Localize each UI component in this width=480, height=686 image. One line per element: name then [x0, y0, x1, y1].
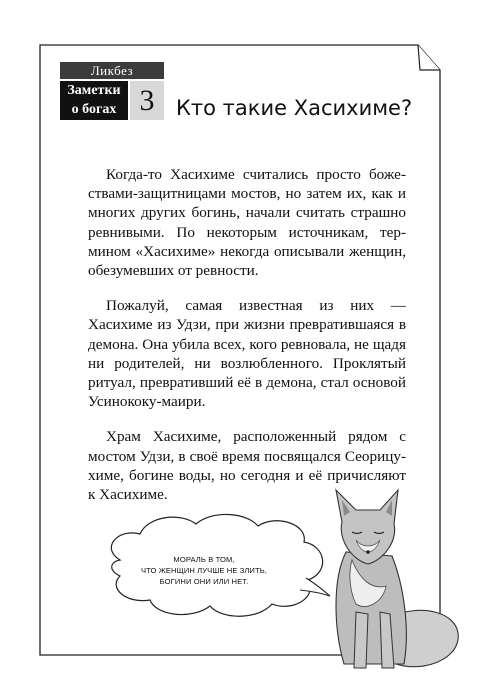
issue-number: 3	[130, 81, 164, 120]
paragraph: Когда-то Хасихиме считались просто божествами-защитницами мостов, но затем их, как и многих других богинь, начали считать страшно ревнивыми. По некоторым источникам, термином «Хасихиме» некогда описывали женщин, обезумевших от ревности.	[88, 166, 406, 280]
series-label-line2: о богах	[71, 102, 117, 117]
category-label: Ликбез	[60, 62, 164, 79]
speech-line: МОРАЛЬ В ТОМ,	[173, 555, 235, 564]
series-label-line1: Заметки	[67, 83, 121, 98]
paragraph: Пожалуй, самая известная из них — Хасихиме из Удзи, при жизни превратившаяся в демона. Она убила всех, кого ревновала, не щадя ни родителей, ни возлюбленного. Проклятый ритуал, превративший её в демона, стал основой Усинококу-маири.	[88, 297, 406, 411]
speech-line: ЧТО ЖЕНЩИН ЛУЧШЕ НЕ ЗЛИТЬ,	[140, 566, 268, 575]
speech-line: БОГИНИ ОНИ ИЛИ НЕТ.	[159, 577, 249, 586]
paragraph: Храм Хасихиме, расположенный рядом с мостом Удзи, в своё время посвящался Сеорицу-химе, богине воды, но сегодня и её причисляют к Хасихиме.	[88, 428, 406, 504]
page-title: Кто такие Хасихиме?	[176, 96, 413, 120]
